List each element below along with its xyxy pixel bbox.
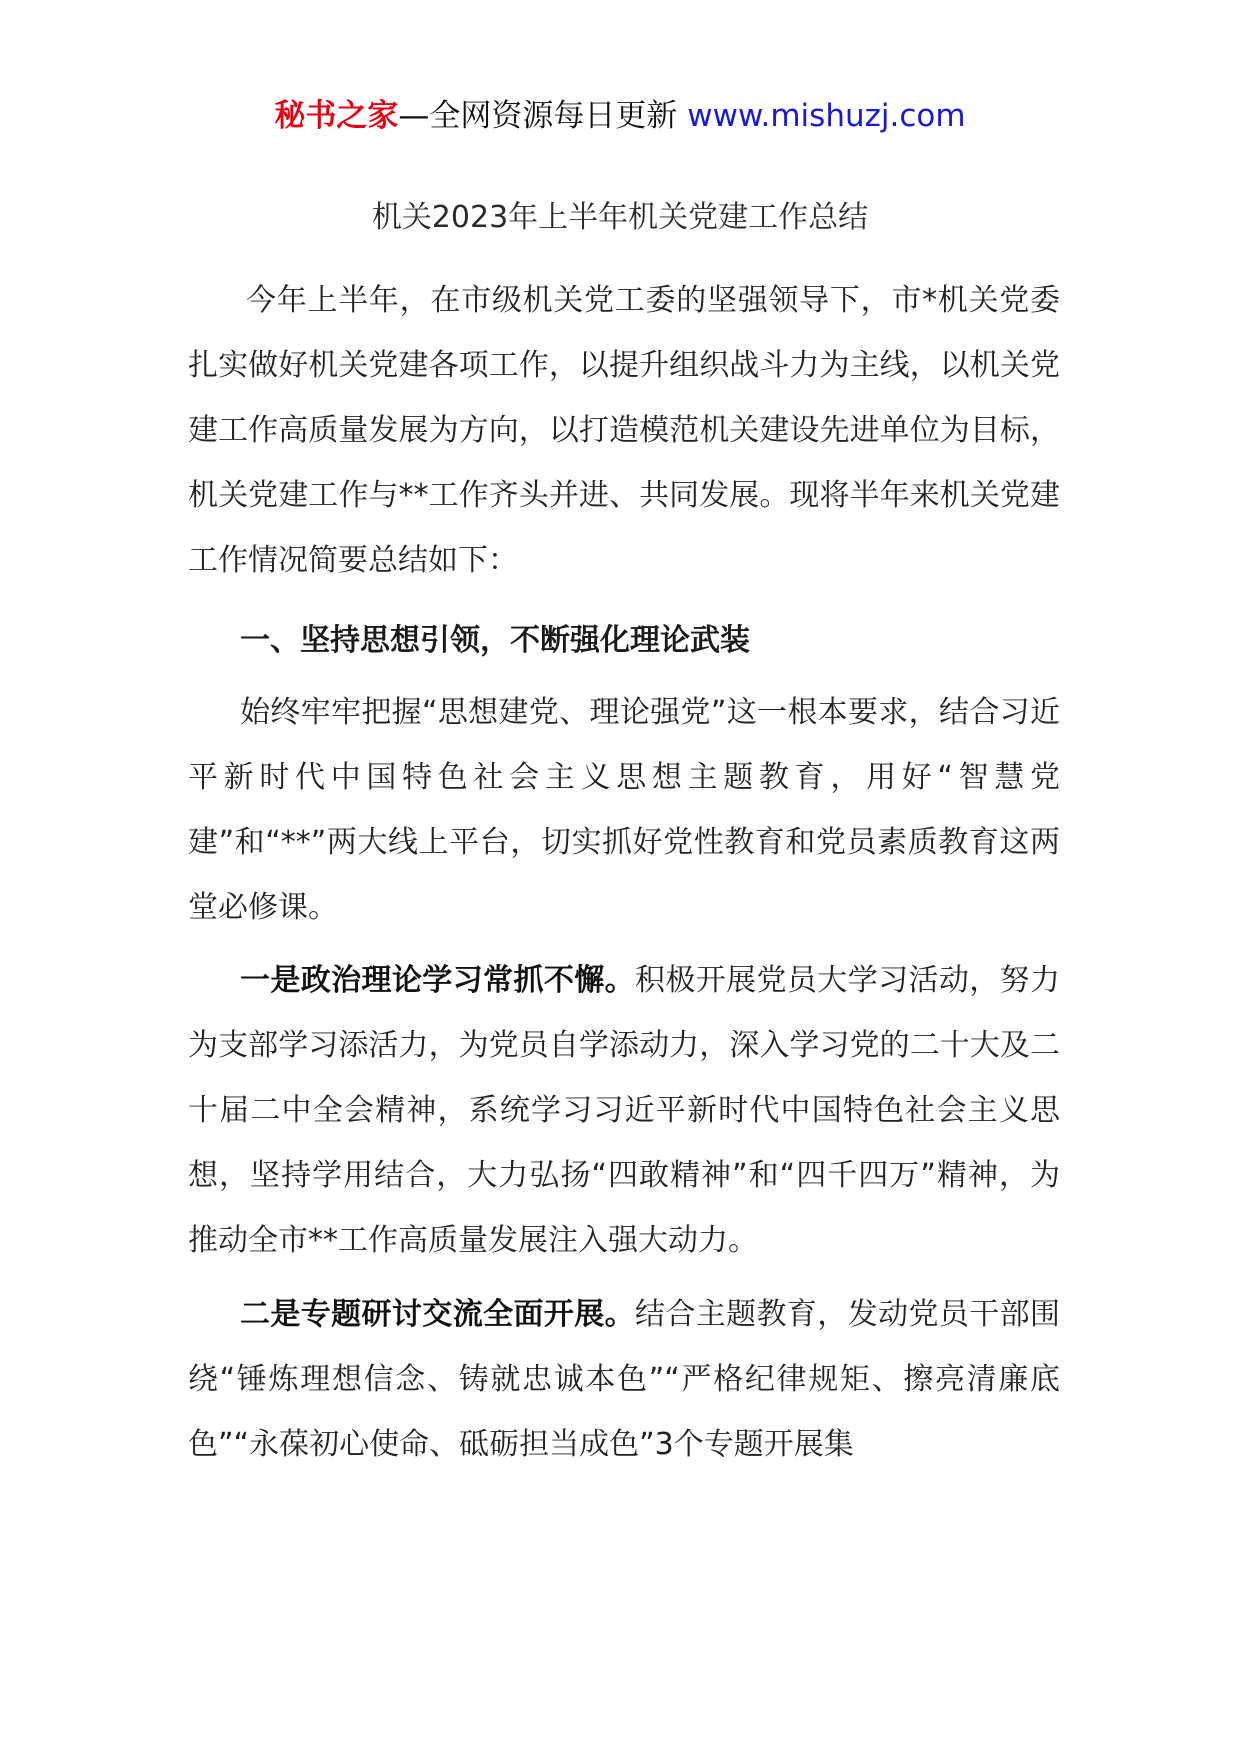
site-header	[0, 96, 1240, 136]
brand-name: 秘书之家	[274, 98, 399, 134]
site-url-link[interactable]: www.mishuzj.com	[687, 98, 966, 134]
document-title: 机关2023年上半年机关党建工作总结	[371, 200, 869, 235]
item-1-lead: 一是政治理论学习常抓不懈。	[240, 963, 635, 998]
item-1-text: 积极开展党员大学习活动，努力为支部学习添活力，为党员自学添动力，深入学习党的二十大及二十届二中全会精神，系统学习习近平新时代中国特色社会主义思想，坚持学用结合，大力弘扬“四敢精神”和“四千四万”精神，为推动全市**工作高质量发展注入强大动力。	[188, 963, 1060, 1258]
item-paragraph-1	[188, 948, 1060, 1273]
header-tagline: —全网资源每日更新	[398, 98, 688, 134]
intro-paragraph: 今年上半年，在市级机关党工委的坚强领导下，市*机关党委扎实做好机关党建各项工作，以提升组织战斗力为主线，以机关党建工作高质量发展为方向，以打造模范机关建设先进单位为目标，机关党建工作与**工作齐头并进、共同发展。现将半年来机关党建工作情况简要总结如下：	[188, 283, 1060, 578]
item-2-lead: 二是专题研讨交流全面开展。	[240, 1297, 635, 1332]
item-paragraph-2	[188, 1282, 1060, 1477]
section-intro-paragraph: 始终牢牢把握“思想建党、理论强党”这一根本要求，结合习近平新时代中国特色社会主义思想主题教育，用好“智慧党建”和“**”两大线上平台，切实抓好党性教育和党员素质教育这两堂必修课。	[188, 695, 1060, 925]
item-2-text: 结合主题教育，发动党员干部围绕“锤炼理想信念、铸就忠诚本色”“严格纪律规矩、擦亮清廉底色”“永葆初心使命、砥砺担当成色”3个专题开展集	[188, 1297, 1060, 1462]
section-heading: 一、坚持思想引领，不断强化理论武装	[240, 623, 750, 658]
